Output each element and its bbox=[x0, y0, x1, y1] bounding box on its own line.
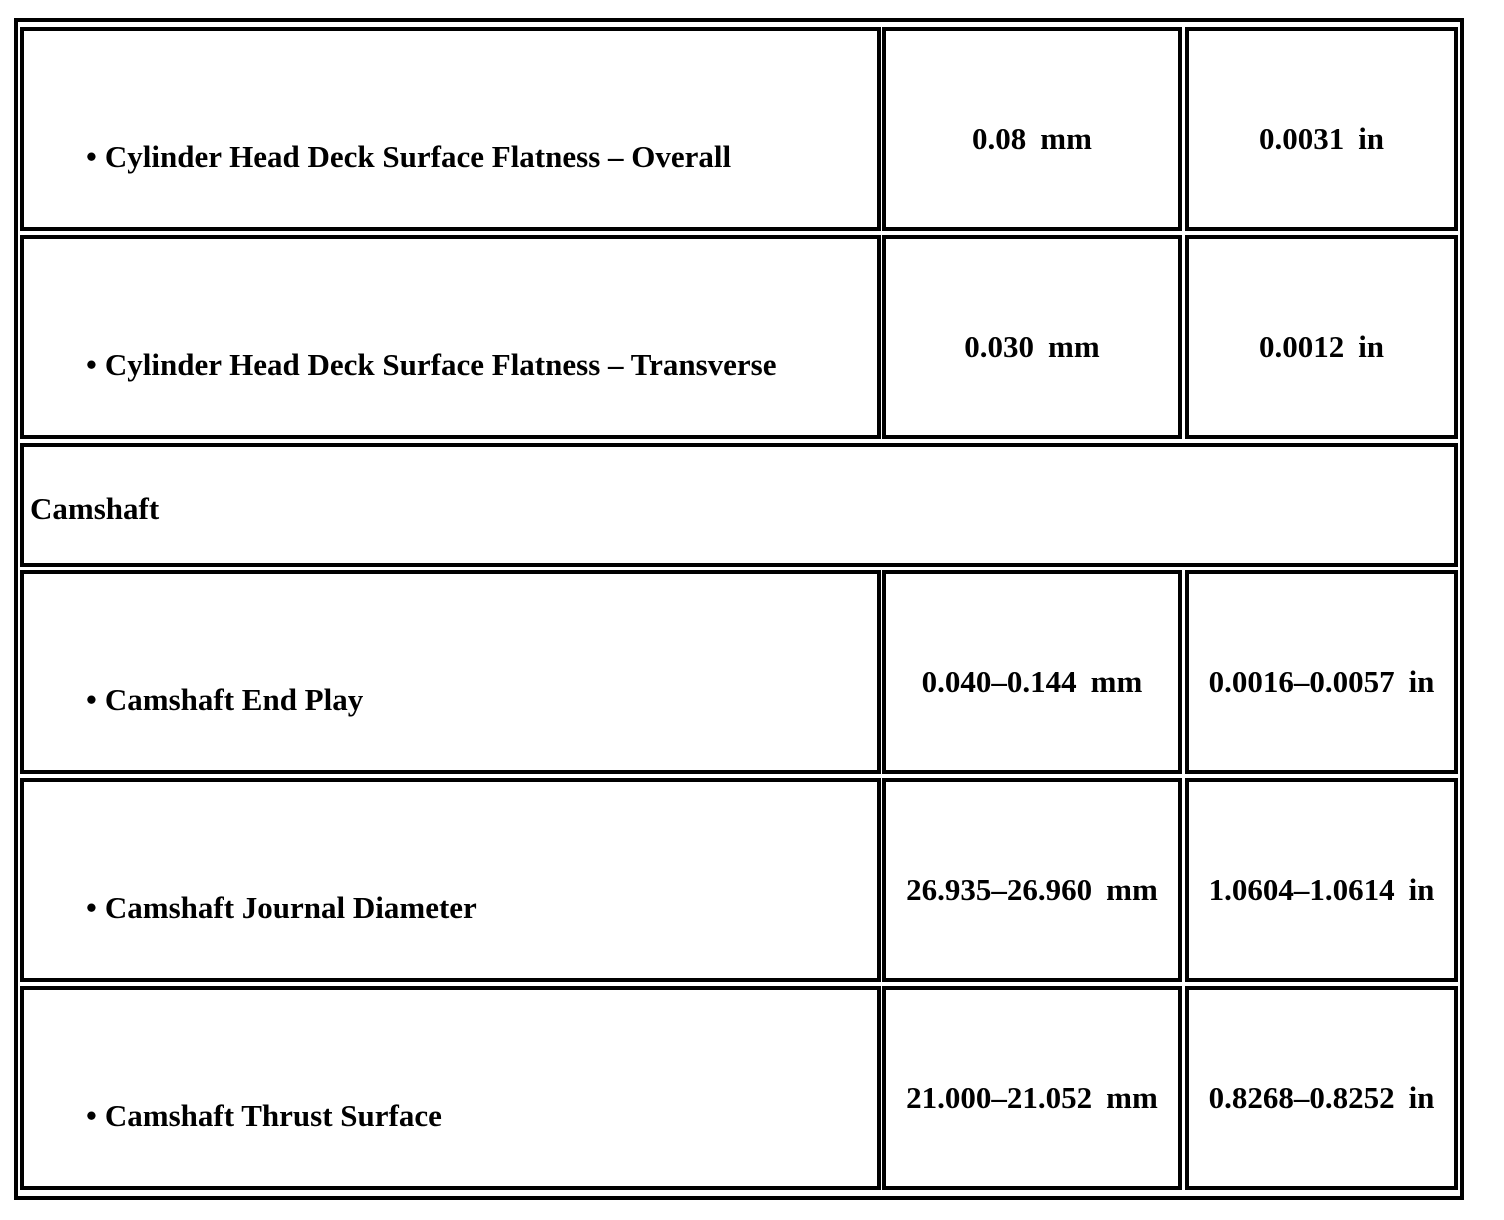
bullet: • bbox=[86, 890, 97, 925]
spec-name: • Camshaft Thrust Surface bbox=[86, 1098, 442, 1133]
spec-name-cell bbox=[20, 27, 881, 231]
imperial-value: 0.8268–0.8252 in bbox=[1208, 1080, 1435, 1115]
metric-value-cell bbox=[882, 570, 1182, 774]
spec-name: • Camshaft End Play bbox=[86, 682, 364, 717]
section-header-cell bbox=[20, 443, 1458, 567]
metric-value: 0.08 mm bbox=[972, 121, 1092, 156]
metric-value-cell bbox=[882, 778, 1182, 982]
imperial-value-cell bbox=[1185, 778, 1458, 982]
spec-name: • Camshaft Journal Diameter bbox=[86, 890, 477, 925]
spec-name: • Cylinder Head Deck Surface Flatness – Overall bbox=[86, 139, 732, 174]
imperial-value: 0.0031 in bbox=[1258, 121, 1385, 156]
bullet: • bbox=[86, 682, 97, 717]
spec-name-cell bbox=[20, 235, 881, 439]
spec-name-cell bbox=[20, 570, 881, 774]
imperial-value: 1.0604–1.0614 in bbox=[1208, 872, 1435, 907]
metric-value: 0.030 mm bbox=[964, 329, 1100, 364]
spec-name: • Cylinder Head Deck Surface Flatness – Transverse bbox=[86, 347, 777, 382]
spec-name-cell bbox=[20, 986, 881, 1190]
imperial-value: 0.0012 in bbox=[1258, 329, 1385, 364]
metric-value: 0.040–0.144 mm bbox=[921, 664, 1143, 699]
metric-value-cell bbox=[882, 986, 1182, 1190]
imperial-value-cell bbox=[1185, 986, 1458, 1190]
imperial-value-cell bbox=[1185, 570, 1458, 774]
metric-value-cell bbox=[882, 235, 1182, 439]
spec-name-cell bbox=[20, 778, 881, 982]
spec-table bbox=[14, 18, 1464, 1200]
metric-value: 26.935–26.960 mm bbox=[906, 872, 1158, 907]
metric-value: 21.000–21.052 mm bbox=[906, 1080, 1158, 1115]
imperial-value-cell bbox=[1185, 27, 1458, 231]
bullet: • bbox=[86, 1098, 97, 1133]
imperial-value: 0.0016–0.0057 in bbox=[1208, 664, 1435, 699]
imperial-value-cell bbox=[1185, 235, 1458, 439]
bullet: • bbox=[86, 139, 97, 174]
bullet: • bbox=[86, 347, 97, 382]
metric-value-cell bbox=[882, 27, 1182, 231]
section-title: Camshaft bbox=[30, 491, 160, 526]
